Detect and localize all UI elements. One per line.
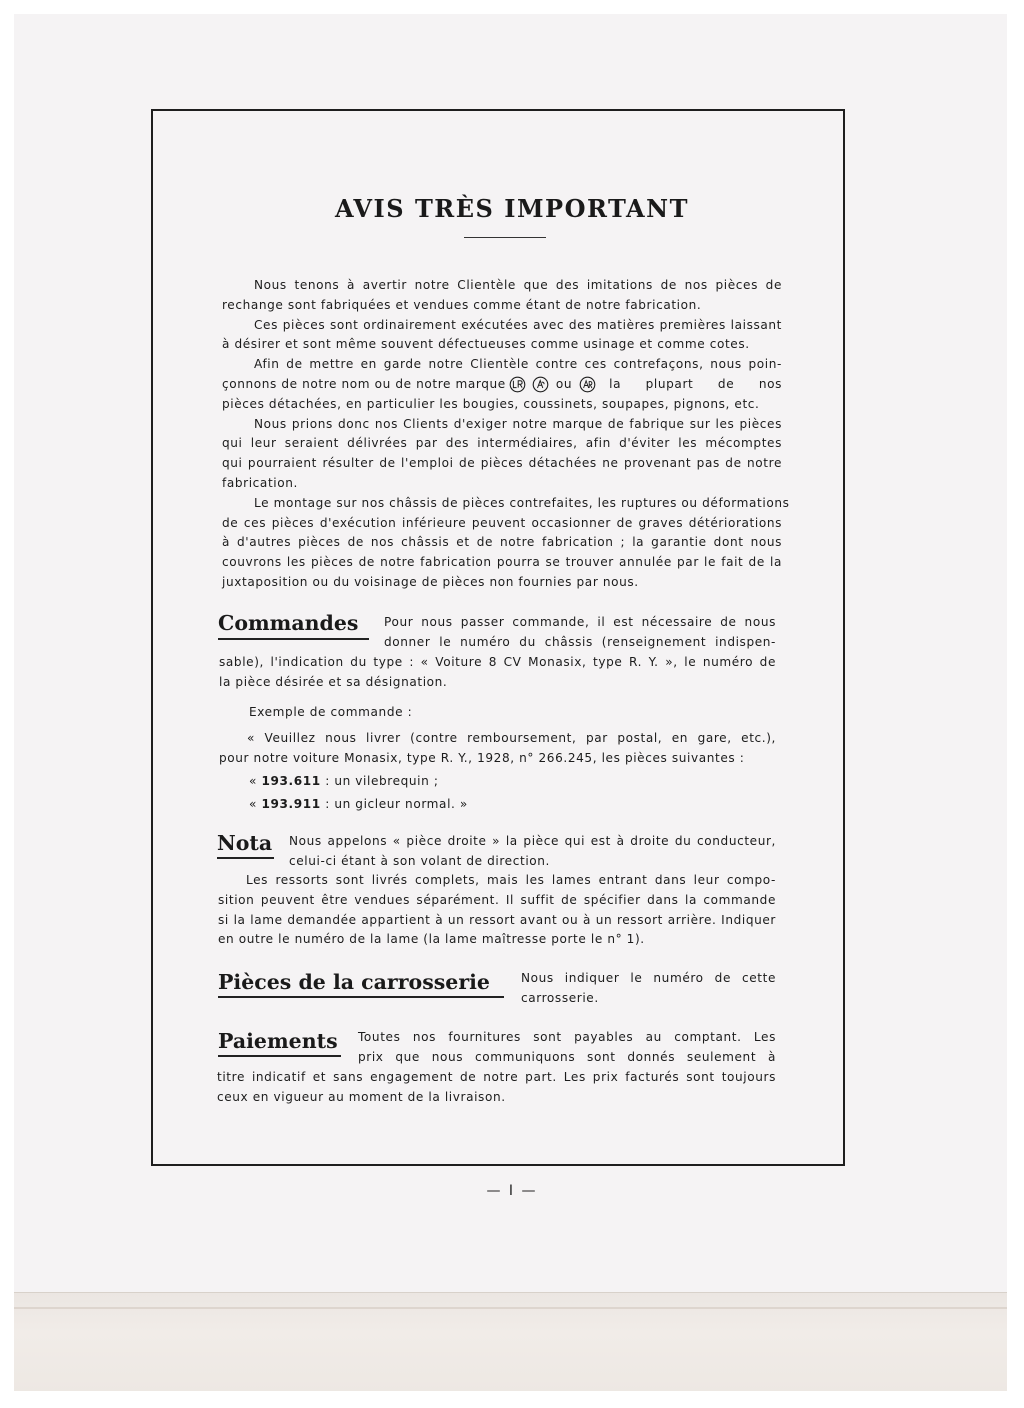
text-line: pièces détachées, en particulier les bougies, coussinets, soupapes, pignons, etc. xyxy=(222,396,760,411)
text-line: pour notre voiture Monasix, type R. Y., 1928, n° 266.245, les pièces suivantes : xyxy=(219,750,745,765)
text-line: Nous appelons « pièce droite » la pièce qui est à droite du conducteur, xyxy=(289,834,776,848)
text-line: ceux en vigueur au moment de la livraison. xyxy=(217,1089,506,1104)
paiements-heading-underline xyxy=(218,1055,341,1057)
list-item xyxy=(249,795,649,815)
commandes-heading-underline xyxy=(218,638,369,640)
text-line: celui-ci étant à son volant de direction. xyxy=(289,853,550,868)
paiements-body xyxy=(217,1068,776,1108)
commandes-intro xyxy=(384,613,776,653)
ou-word: ou xyxy=(555,376,573,391)
nota-heading: Nota xyxy=(217,831,273,855)
text-line: fabrication. xyxy=(222,475,298,490)
text-line: Les ressorts sont livrés complets, mais les lames entrant dans leur compo- xyxy=(246,873,776,887)
text-line: de ces pièces d'exécution inférieure peuvent occasionner de graves détériorations xyxy=(222,515,782,530)
ar-mark-icon xyxy=(579,376,596,393)
text-line: à d'autres pièces de nos châssis et de notre fabrication ; la garantie dont nous xyxy=(222,535,782,550)
list-item xyxy=(249,772,649,792)
part-description: : un vilebrequin ; xyxy=(320,774,439,788)
text-line: Le montage sur nos châssis de pièces contrefaites, les ruptures ou déformations xyxy=(254,495,790,510)
text-line: qui leur seraient délivrées par des intermédiaires, afin d'éviter les mécomptes xyxy=(222,436,782,451)
text-line: qui pourraient résulter de l'emploi de pièces détachées ne provenant pas de notre xyxy=(222,456,782,471)
exemple-items xyxy=(249,772,649,815)
exemple-label xyxy=(249,703,549,723)
text-line: sition peuvent être vendues séparément. Il suffit de spécifier dans la commande xyxy=(218,892,776,907)
part-description: : un gicleur normal. » xyxy=(320,796,468,811)
text-line: à désirer et sont même souvent défectueuses comme usinage et comme cotes. xyxy=(222,337,750,352)
carrosserie-heading-underline xyxy=(218,996,504,998)
quote-mark: « xyxy=(249,774,262,788)
page-number: — I — xyxy=(486,1183,538,1199)
text-line: titre indicatif et sans engagement de notre part. Les prix facturés sont toujours xyxy=(217,1070,776,1084)
lr-mark-icon xyxy=(509,376,526,393)
text-line: si la lame demandée appartient à un ressort avant ou à un ressort arrière. Indiquer xyxy=(218,912,776,927)
quote-mark: « xyxy=(249,796,262,811)
text-line: Pour nous passer commande, il est nécessaire de nous xyxy=(384,615,776,629)
text-line: rechange sont fabriquées et vendues comme étant de notre fabrication. xyxy=(222,297,702,312)
carrosserie-heading: Pièces de la carrosserie xyxy=(218,970,490,994)
paiements-intro xyxy=(358,1028,776,1068)
text-line: la pièce désirée et sa désignation. xyxy=(219,674,448,689)
title-underline xyxy=(464,237,546,238)
text-line: çonnons de notre nom ou de notre marque xyxy=(222,376,506,391)
nota-heading-underline xyxy=(217,857,274,859)
text-line: juxtaposition ou du voisinage de pièces non fournies par nous. xyxy=(222,574,639,589)
text-line: prix que nous communiquons sont donnés seulement à xyxy=(358,1049,776,1064)
text-line: couvrons les pièces de notre fabrication pourra se trouver annulée par le fait de la xyxy=(222,555,782,570)
marque-line xyxy=(222,375,782,395)
commandes-body xyxy=(219,653,776,693)
exemple-body xyxy=(219,729,776,769)
text-line: « Veuillez nous livrer (contre remboursement, par postal, en gare, etc.), xyxy=(247,731,776,745)
nota-intro xyxy=(289,832,776,872)
text-line: Toutes nos fournitures sont payables au comptant. Les xyxy=(358,1030,776,1044)
avis-paragraphs xyxy=(222,276,790,593)
page-fold-shadow xyxy=(14,1292,1007,1391)
text-line: Ces pièces sont ordinairement exécutées avec des matières premières laissant xyxy=(254,317,782,332)
text-line: sable), l'indication du type : « Voiture 8 CV Monasix, type R. Y. », le numéro de xyxy=(219,655,776,669)
paiements-heading: Paiements xyxy=(218,1029,338,1053)
text-line: en outre le numéro de la lame (la lame maîtresse porte le n° 1). xyxy=(218,932,645,947)
text-line: Nous tenons à avertir notre Clientèle que des imitations de nos pièces de xyxy=(254,278,782,292)
nota-body xyxy=(218,871,776,950)
page-title: AVIS TRÈS IMPORTANT xyxy=(335,194,689,223)
carrosserie-body xyxy=(521,969,776,1009)
monogram-mark-icon xyxy=(532,376,549,393)
text-line: la plupart de nos xyxy=(609,376,782,391)
text-line: carrosserie. xyxy=(521,990,599,1005)
text-line: donner le numéro du châssis (renseignement indispen- xyxy=(384,634,776,649)
text-line: Nous indiquer le numéro de cette xyxy=(521,971,776,985)
text-line: Nous prions donc nos Clients d'exiger notre marque de fabrique sur les pièces xyxy=(254,416,782,431)
part-number: 193.611 xyxy=(261,774,321,788)
commandes-heading: Commandes xyxy=(218,611,359,635)
text-line: Exemple de commande : xyxy=(249,705,413,719)
part-number: 193.911 xyxy=(261,796,321,811)
text-line: Afin de mettre en garde notre Clientèle contre ces contrefaçons, nous poin- xyxy=(254,357,782,372)
